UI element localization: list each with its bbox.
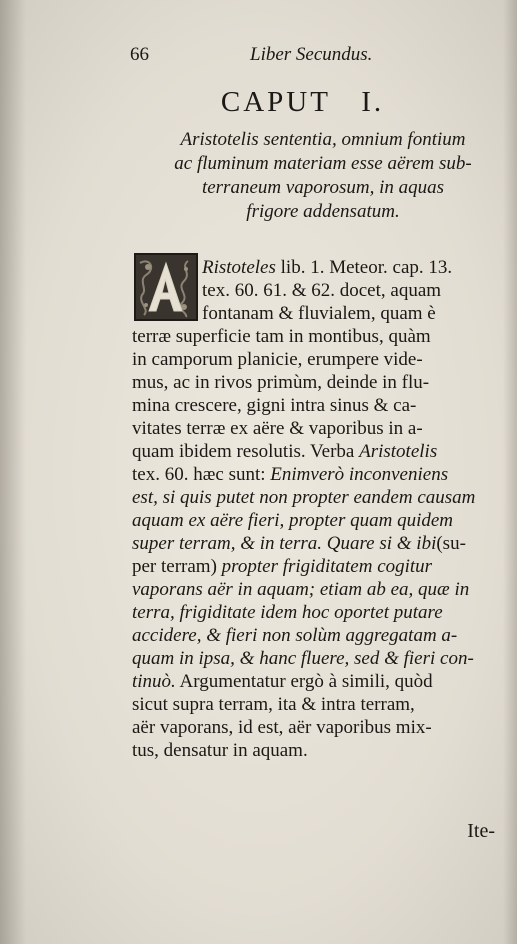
roman-text: per terram) bbox=[132, 556, 222, 577]
italic-text: aquam ex aëre fieri, propter quam quidem bbox=[132, 510, 454, 531]
text-line bbox=[132, 463, 516, 486]
text-line bbox=[132, 716, 516, 739]
text-line bbox=[132, 394, 516, 417]
text-line bbox=[132, 578, 516, 601]
roman-text: mina crescere, gigni intra sinus & ca- bbox=[132, 395, 417, 416]
summary-line: ac fluminum materiam esse aërem sub- bbox=[174, 153, 472, 174]
text-line bbox=[132, 532, 516, 555]
text-line bbox=[132, 256, 516, 279]
roman-text: mus, ac in rivos primùm, deinde in flu- bbox=[132, 372, 430, 393]
text-line bbox=[132, 348, 516, 371]
chapter-heading: CAPUT I. bbox=[220, 86, 385, 118]
italic-text: vaporans aër in aquam; etiam ab ea, quæ in bbox=[132, 579, 470, 600]
text-line bbox=[132, 325, 516, 348]
italic-text: Ristoteles bbox=[202, 257, 276, 278]
italic-text: accidere, & fieri non solùm aggregatam a- bbox=[132, 625, 458, 646]
text-line bbox=[132, 302, 516, 325]
text-line bbox=[132, 693, 516, 716]
text-line bbox=[132, 371, 516, 394]
italic-text: est, si quis putet non propter eandem causam bbox=[132, 487, 476, 508]
roman-text: lib. 1. Meteor. cap. 13. bbox=[275, 257, 453, 278]
summary-line: terraneum vaporosum, in aquas bbox=[201, 177, 445, 198]
roman-text: aër vaporans, id est, aër vaporibus mix- bbox=[132, 717, 432, 738]
roman-text: in camporum planicie, erumpere vide- bbox=[132, 349, 423, 370]
italic-text: super terram, & in terra. Quare si & ibi bbox=[132, 533, 437, 554]
italic-text: tinuò. bbox=[132, 671, 176, 692]
gutter-shadow bbox=[0, 0, 26, 944]
italic-text: quam in ipsa, & hanc fluere, sed & fieri con- bbox=[132, 648, 474, 669]
text-line bbox=[132, 601, 516, 624]
italic-text: propter frigiditatem cogitur bbox=[221, 556, 433, 577]
running-head: Liber Secundus. bbox=[250, 44, 373, 65]
text-line bbox=[132, 279, 516, 302]
text-line bbox=[132, 670, 516, 693]
text-line bbox=[132, 440, 516, 463]
roman-text: sicut supra terram, ita & intra terram, bbox=[132, 694, 415, 715]
text-line bbox=[132, 509, 516, 532]
body-text bbox=[132, 256, 516, 762]
page-header bbox=[130, 44, 477, 70]
roman-text: fontanam & fluvialem, quam è bbox=[202, 303, 436, 324]
text-line bbox=[132, 555, 516, 578]
roman-text: tex. 60. 61. & 62. docet, aquam bbox=[202, 280, 442, 301]
summary-line: frigore addensatum. bbox=[246, 201, 400, 222]
catchword: Ite- bbox=[467, 820, 495, 842]
italic-text: terra, frigiditate idem hoc oportet putare bbox=[132, 602, 443, 623]
roman-text: terræ superficie tam in montibus, quàm bbox=[132, 326, 431, 347]
italic-text: Aristotelis bbox=[359, 441, 438, 462]
roman-text: quam ibidem resolutis. Verba bbox=[132, 441, 360, 462]
text-line bbox=[132, 624, 516, 647]
text-line bbox=[132, 417, 516, 440]
roman-text: Argumentatur ergò à simili, quòd bbox=[175, 671, 433, 692]
text-line bbox=[132, 647, 516, 670]
roman-text: tus, densatur in aquam. bbox=[132, 740, 308, 761]
text-line bbox=[132, 739, 516, 762]
chapter-summary bbox=[128, 128, 517, 224]
italic-text: Enimverò inconveniens bbox=[270, 464, 449, 485]
roman-text: tex. 60. hæc sunt: bbox=[132, 464, 271, 485]
roman-text: (su- bbox=[436, 533, 466, 554]
roman-text: vitates terræ ex aëre & vaporibus in a- bbox=[132, 418, 423, 439]
page-number: 66 bbox=[130, 44, 149, 65]
summary-line: Aristotelis sententia, omnium fontium bbox=[180, 129, 466, 150]
text-line bbox=[132, 486, 516, 509]
